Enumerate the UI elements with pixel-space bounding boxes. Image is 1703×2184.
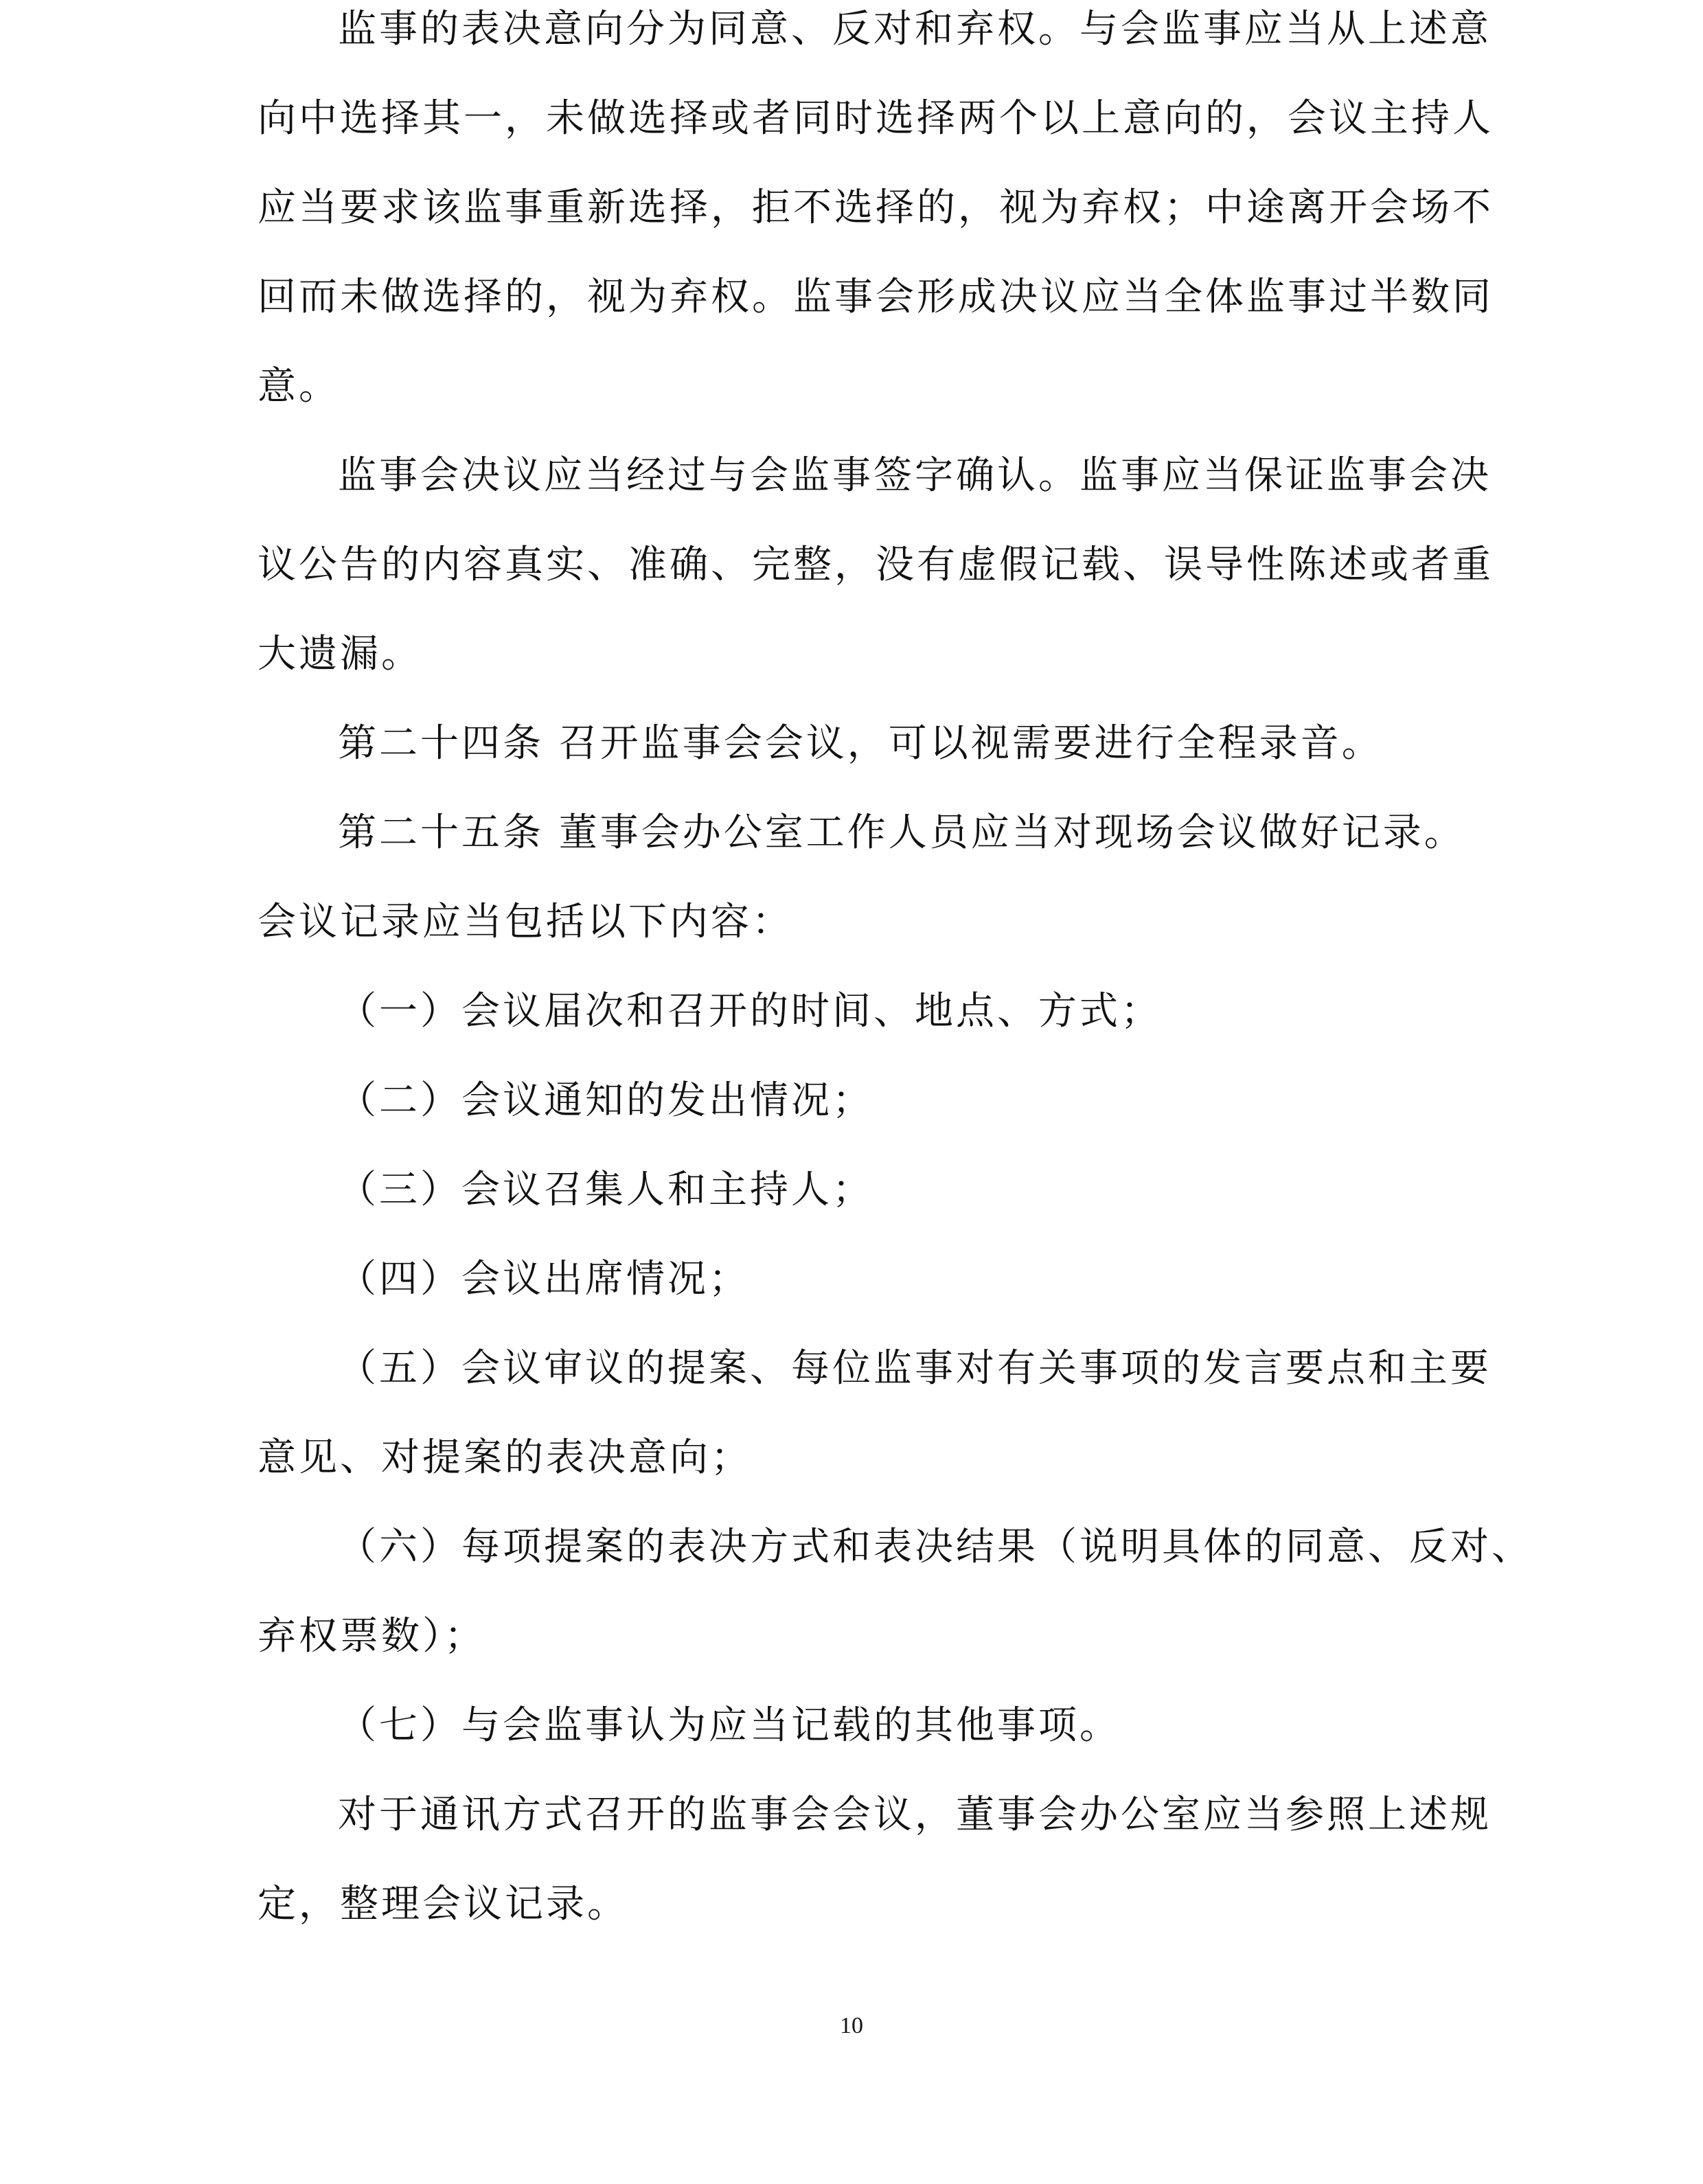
text-line: 向中选择其一，未做选择或者同时选择两个以上意向的，会议主持人 xyxy=(258,96,1494,141)
list-item: （六）每项提案的表决方式和表决结果（说明具体的同意、反对、 xyxy=(338,1525,1533,1569)
list-item: （七）与会监事认为应当记载的其他事项。 xyxy=(338,1703,1121,1748)
text-line: 大遗漏。 xyxy=(258,632,422,676)
text-line: 应当要求该监事重新选择，拒不选择的，视为弃权；中途离开会场不 xyxy=(258,185,1494,230)
text-line: 第二十四条 召开监事会会议，可以视需要进行全程录音。 xyxy=(338,721,1383,766)
text-line: 会议记录应当包括以下内容： xyxy=(258,900,793,944)
text-line: 第二十五条 董事会办公室工作人员应当对现场会议做好记录。 xyxy=(338,810,1465,855)
text-line: 监事的表决意向分为同意、反对和弃权。与会监事应当从上述意 xyxy=(338,7,1491,52)
list-item: （三）会议召集人和主持人； xyxy=(338,1168,873,1212)
page-number: 10 xyxy=(840,2013,863,2038)
list-item: （一）会议届次和召开的时间、地点、方式； xyxy=(338,989,1162,1034)
text-line: 弃权票数）； xyxy=(258,1614,485,1659)
text-line: 定，整理会议记录。 xyxy=(258,1882,628,1926)
list-item: （五）会议审议的提案、每位监事对有关事项的发言要点和主要 xyxy=(338,1346,1491,1391)
list-item: （四）会议出席情况； xyxy=(338,1257,750,1301)
list-item: （二）会议通知的发出情况； xyxy=(338,1078,873,1123)
text-line: 意见、对提案的表决意向； xyxy=(258,1435,752,1480)
text-line: 议公告的内容真实、准确、完整，没有虚假记载、误导性陈述或者重 xyxy=(258,543,1494,587)
text-line: 意。 xyxy=(258,364,340,409)
text-line: 对于通讯方式召开的监事会会议，董事会办公室应当参照上述规 xyxy=(338,1793,1491,1837)
text-line: 监事会决议应当经过与会监事签字确认。监事应当保证监事会决 xyxy=(338,453,1491,498)
text-line: 回而未做选择的，视为弃权。监事会形成决议应当全体监事过半数同 xyxy=(258,275,1494,319)
